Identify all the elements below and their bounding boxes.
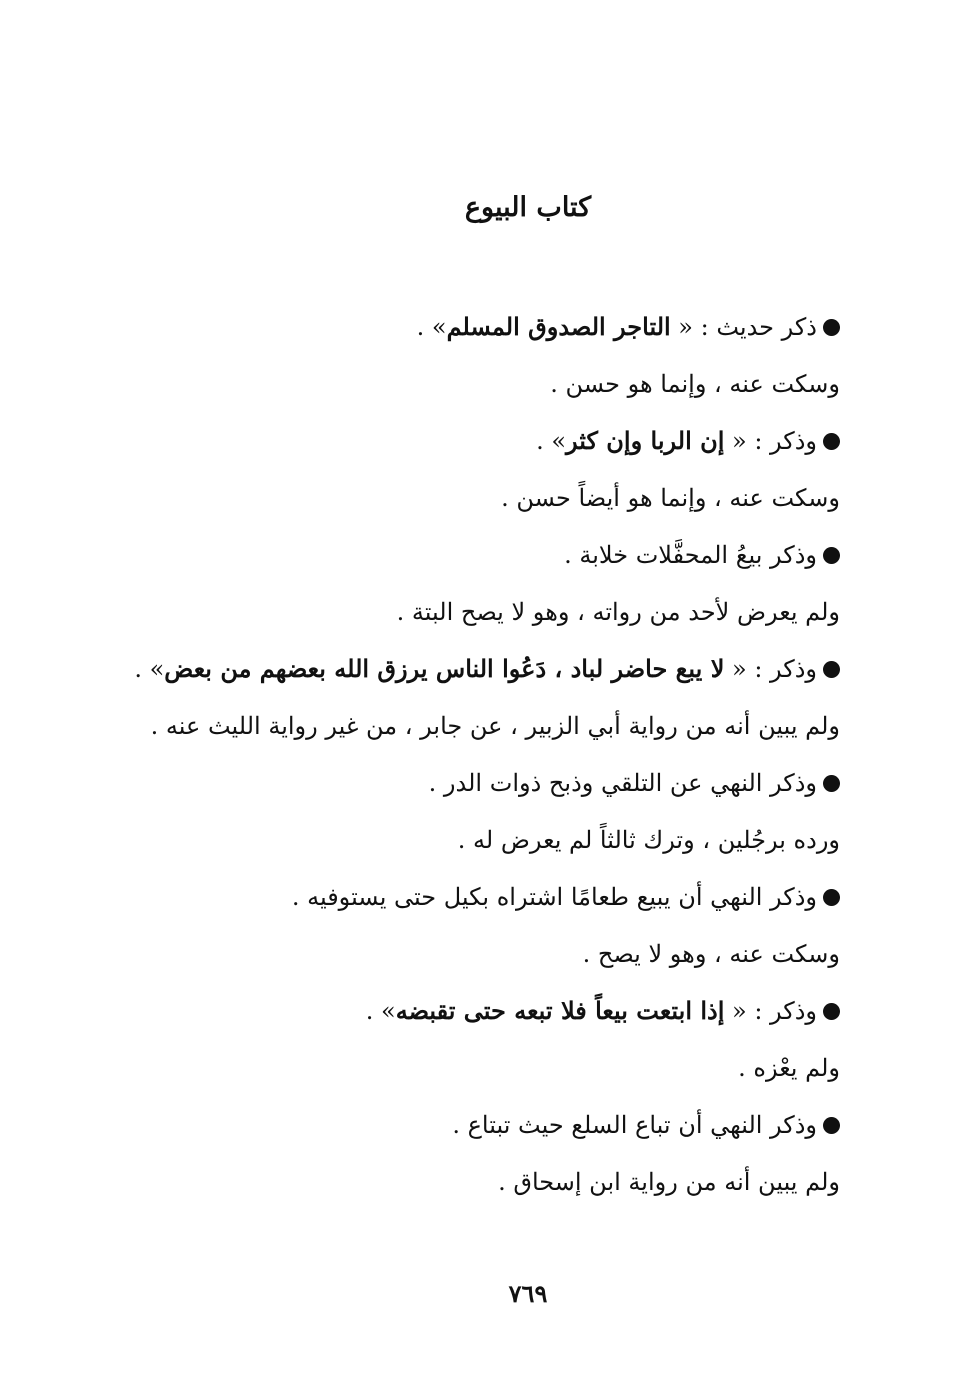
bullet-icon	[823, 1117, 840, 1134]
text-line	[150, 704, 840, 761]
line-text: وسكت عنه ، وإنما هو أيضاً حسن .	[501, 484, 840, 512]
bullet-icon	[823, 775, 840, 792]
line-text: وذكر النهي عن التلقي وذبح ذوات الدر .	[428, 769, 817, 797]
line-text: وسكت عنه ، وإنما هو حسن .	[550, 370, 840, 398]
line-text: وذكر النهي أن يبيع طعامًا اشتراه بكيل حتى يستوفيه .	[291, 883, 817, 911]
line-text: ذكر حديث : «	[670, 313, 817, 341]
text-line	[180, 590, 840, 647]
page-number: ٧٦٩	[508, 1279, 548, 1308]
text-line	[180, 305, 840, 362]
text-line	[180, 932, 840, 989]
line-text: وذكر بيعُ المحفَّلات خلابة .	[564, 541, 817, 569]
bullet-icon	[823, 547, 840, 564]
line-text: وذكر النهي أن تباع السلع حيث تبتاع .	[452, 1111, 817, 1139]
text-body	[134, 305, 840, 1217]
text-line	[134, 647, 840, 704]
text-line	[180, 362, 840, 419]
line-text: وذكر : «	[724, 655, 817, 683]
line-text: وذكر : «	[724, 997, 817, 1025]
bullet-icon	[823, 661, 840, 678]
hadith-quote: إن الربا وإن كثر	[566, 426, 725, 455]
line-text: ولم يعرض لأحد من رواته ، وهو لا يصح البتة .	[396, 598, 840, 626]
bullet-icon	[823, 319, 840, 336]
hadith-quote: إذا ابتعت بيعاً فلا تبعه حتى تقبضه	[395, 996, 725, 1025]
text-line	[180, 761, 840, 818]
bullet-icon	[823, 433, 840, 450]
text-line	[180, 476, 840, 533]
line-text: وذكر : «	[724, 427, 817, 455]
text-line	[180, 1160, 840, 1217]
text-line	[180, 989, 840, 1046]
line-closing: » .	[416, 313, 447, 341]
line-text: وسكت عنه ، وهو لا يصح .	[582, 940, 840, 968]
line-closing: » .	[134, 655, 165, 683]
chapter-title: كتاب البيوع	[464, 192, 592, 223]
text-line	[180, 818, 840, 875]
line-text: ولم يبين أنه من رواية ابن إسحاق .	[498, 1168, 840, 1196]
bullet-icon	[823, 1003, 840, 1020]
text-line	[180, 875, 840, 932]
text-line	[180, 1103, 840, 1160]
text-line	[180, 533, 840, 590]
line-closing: » .	[365, 997, 396, 1025]
bullet-icon	[823, 889, 840, 906]
line-text: ورده برجُلين ، وترك ثالثاً لم يعرض له .	[457, 826, 840, 854]
text-line	[180, 1046, 840, 1103]
line-text: ولم يبين أنه من رواية أبي الزبير ، عن جابر ، من غير رواية الليث عنه .	[150, 712, 840, 740]
hadith-quote: لا يبع حاضر لباد ، دَعُوا الناس يرزق الله بعضهم من بعض	[164, 654, 725, 683]
hadith-quote: التاجر الصدوق المسلم	[446, 312, 671, 341]
text-line	[180, 419, 840, 476]
line-text: ولم يعْزه .	[738, 1054, 840, 1082]
line-closing: » .	[536, 427, 567, 455]
